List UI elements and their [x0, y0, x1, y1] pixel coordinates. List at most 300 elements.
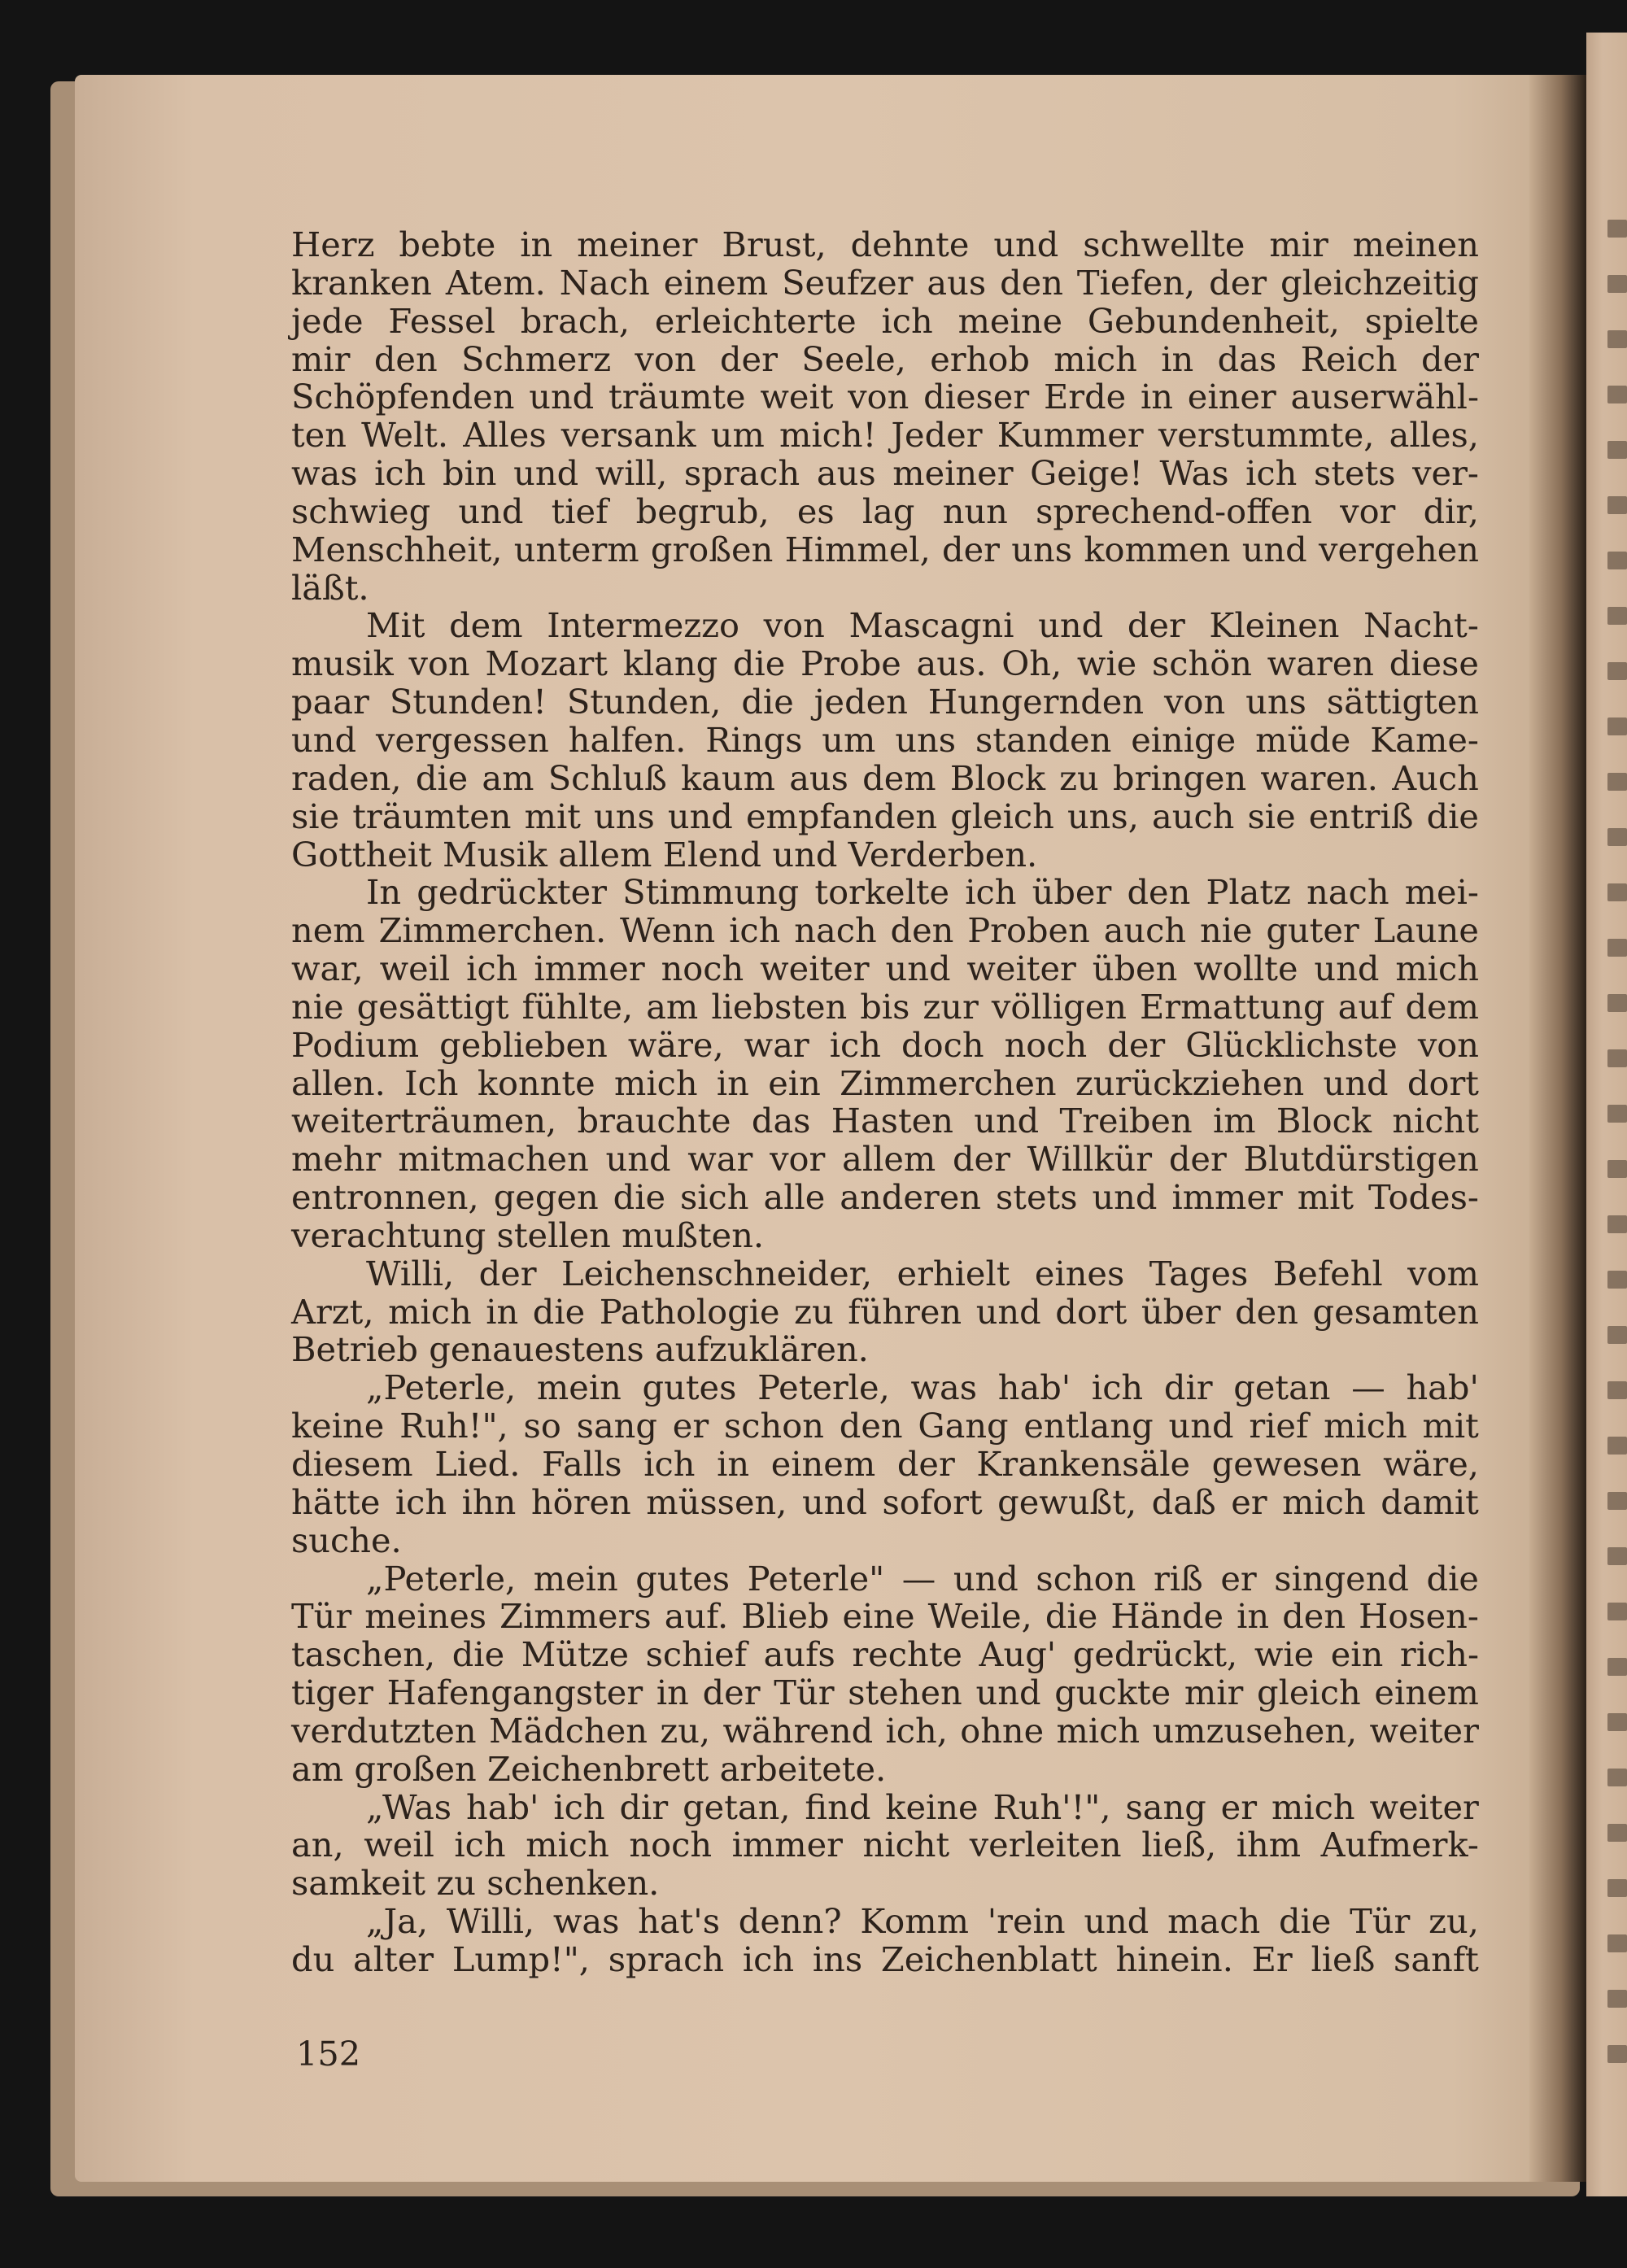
word: Verderben.: [848, 834, 1038, 874]
facing-fragment: [1607, 662, 1627, 680]
word: auserwähl-: [1290, 377, 1479, 417]
word: weit: [760, 377, 834, 417]
word: Stunden!: [389, 682, 547, 722]
text-line: [291, 1255, 1479, 1293]
word: mich: [388, 1291, 472, 1332]
word: mei-: [1404, 872, 1479, 913]
word: Er: [1251, 1939, 1293, 1979]
word: Nacht-: [1363, 605, 1479, 646]
word: Rings: [705, 719, 803, 760]
word: ließ: [1311, 1939, 1376, 1979]
word: das: [1217, 338, 1277, 379]
word: mir: [1184, 1673, 1244, 1713]
word: Lied.: [434, 1444, 521, 1484]
text-line: [291, 683, 1479, 722]
word: großen: [650, 529, 774, 569]
word: „Peterle,: [366, 1558, 517, 1599]
word: spielte: [1364, 300, 1479, 341]
word: meine: [957, 300, 1063, 341]
word: anderen: [840, 1177, 982, 1218]
word: in: [716, 1062, 749, 1103]
word: Aug': [979, 1634, 1057, 1675]
word: die: [1045, 1596, 1098, 1637]
word: auf.: [664, 1596, 729, 1637]
word: Was: [1159, 453, 1229, 494]
word: über: [1032, 872, 1112, 913]
word: bis: [860, 986, 910, 1027]
word: In: [366, 872, 402, 913]
word: mich: [1271, 1786, 1355, 1827]
word: war: [687, 1139, 753, 1180]
word: dir: [619, 1786, 669, 1827]
word: meinen: [1352, 225, 1479, 264]
word: träumten: [352, 796, 512, 836]
word: Glücklichste: [1185, 1024, 1398, 1065]
word: Ruh!",: [399, 1406, 508, 1446]
text-line: [291, 1217, 1479, 1255]
word: und: [513, 453, 579, 494]
word: den: [373, 338, 438, 379]
word: Fessel: [388, 300, 495, 341]
word: von: [763, 605, 825, 646]
word: schon: [1036, 1558, 1136, 1599]
text-line: [291, 1102, 1479, 1141]
word: paar: [291, 682, 369, 722]
word: gutes: [635, 1558, 731, 1599]
word: in: [1237, 1596, 1270, 1637]
word: von: [848, 377, 909, 417]
word: weil: [364, 1825, 434, 1865]
word: und: [1084, 1901, 1149, 1942]
word: kaum: [681, 757, 775, 798]
word: arbeitete.: [719, 1748, 887, 1789]
word: den: [1000, 262, 1063, 303]
facing-fragment: [1607, 220, 1627, 238]
text-line: [291, 226, 1479, 264]
word: der: [1127, 605, 1185, 646]
word: Erde: [1043, 377, 1127, 417]
word: den: [1282, 1596, 1346, 1637]
word: uns: [895, 719, 957, 760]
word: Gottheit: [291, 834, 432, 874]
word: die: [451, 1634, 505, 1675]
word: ohne: [960, 1710, 1045, 1751]
word: gedrückt,: [1072, 1634, 1238, 1675]
word: guckte: [1054, 1673, 1171, 1713]
word: müssen,: [646, 1481, 787, 1522]
word: war,: [291, 949, 364, 989]
facing-fragment: [1607, 1492, 1627, 1510]
text-line: [291, 645, 1479, 683]
text-line: [291, 1024, 1479, 1065]
word: was: [552, 1901, 620, 1942]
word: Schluß: [547, 757, 667, 798]
word: ihm: [1236, 1825, 1302, 1865]
word: und: [1241, 529, 1307, 569]
word: die: [415, 757, 469, 798]
word: den: [839, 1406, 903, 1446]
word: mich: [1324, 1406, 1407, 1446]
word: Betrieb: [291, 1329, 418, 1370]
word: ich: [965, 872, 1017, 913]
word: und: [772, 834, 838, 874]
word: den: [890, 910, 954, 951]
facing-fragment: [1607, 828, 1627, 846]
word: von: [408, 643, 470, 684]
word: hören: [530, 1481, 631, 1522]
word: nicht: [862, 1825, 950, 1865]
word: nie: [291, 986, 344, 1027]
word: Zimmers: [499, 1596, 652, 1637]
word: Zeichenbrett: [487, 1748, 709, 1789]
word: getan,: [683, 1786, 791, 1827]
word: sättigten: [1326, 682, 1479, 722]
word: träumte: [608, 377, 746, 417]
text-line: [291, 1560, 1479, 1599]
word: gesamten: [1312, 1291, 1479, 1332]
word: riß: [1153, 1558, 1203, 1599]
word: sang: [1125, 1786, 1206, 1827]
word: während: [722, 1710, 874, 1751]
facing-fragment: [1607, 1824, 1627, 1842]
word: wollte: [1193, 949, 1298, 989]
word: Willi,: [366, 1253, 455, 1293]
word: fühlte,: [521, 986, 634, 1027]
word: die: [741, 682, 794, 722]
word: daß: [1151, 1481, 1216, 1522]
word: von: [1417, 1024, 1479, 1065]
facing-fragment: [1607, 717, 1627, 735]
text-line: [291, 1179, 1479, 1217]
word: mich: [526, 1825, 609, 1865]
word: Peterle,: [757, 1367, 890, 1408]
word: Lump!",: [451, 1939, 590, 1979]
word: lag: [861, 491, 915, 531]
word: Hasten: [831, 1101, 953, 1141]
text-line: [291, 1293, 1479, 1332]
word: Laune: [1372, 910, 1479, 951]
word: zu: [1059, 757, 1099, 798]
word: ich,: [885, 1710, 948, 1751]
word: dir: [1163, 1367, 1213, 1408]
word: vom: [1407, 1253, 1479, 1293]
page-number: 152: [296, 2034, 361, 2074]
word: Blutdürstigen: [1243, 1139, 1479, 1180]
facing-fragment: [1607, 1547, 1627, 1565]
word: „Was: [366, 1786, 452, 1827]
word: sang: [576, 1406, 657, 1446]
facing-page-text: [1607, 220, 1627, 2100]
word: großen: [354, 1748, 477, 1789]
word: denn?: [738, 1901, 842, 1942]
word: und: [1314, 949, 1380, 989]
word: tief: [551, 491, 608, 531]
word: läßt.: [291, 567, 369, 608]
word: führen: [848, 1291, 962, 1332]
word: Welt.: [361, 415, 449, 456]
facing-fragment: [1607, 1603, 1627, 1620]
word: weiter: [1369, 1786, 1479, 1827]
word: geblieben: [439, 1024, 608, 1065]
facing-fragment: [1607, 1326, 1627, 1344]
word: am: [291, 1748, 344, 1789]
word: nem: [291, 910, 365, 951]
text-line: [291, 719, 1479, 760]
facing-fragment: [1607, 773, 1627, 791]
word: wie: [1076, 643, 1137, 684]
text-line: [291, 1786, 1479, 1827]
word: noch: [629, 1825, 713, 1865]
word: bebte: [399, 225, 496, 264]
word: die: [732, 643, 786, 684]
word: hat's: [638, 1901, 721, 1942]
word: mich!: [779, 415, 877, 456]
word: tiger: [291, 1673, 373, 1713]
text-line: [291, 874, 1479, 912]
word: Platz: [1206, 872, 1291, 913]
text-line: [291, 417, 1479, 455]
word: brauchte: [577, 1101, 731, 1141]
word: dort: [1407, 1062, 1479, 1103]
text-line: [291, 950, 1479, 988]
word: Stimmung: [622, 872, 800, 913]
word: taschen,: [291, 1634, 436, 1675]
word: „Ja,: [366, 1901, 429, 1942]
word: meiner: [892, 453, 1014, 494]
word: sanft: [1394, 1939, 1479, 1979]
word: unterm: [513, 529, 639, 569]
word: wie: [1254, 1634, 1315, 1675]
word: mehr: [291, 1139, 382, 1180]
word: meiner: [577, 225, 698, 264]
word: um: [710, 415, 765, 456]
word: ich: [454, 1825, 506, 1865]
word: hab': [997, 1367, 1071, 1408]
facing-fragment: [1607, 1381, 1627, 1399]
word: stellen: [496, 1215, 611, 1255]
word: Wenn: [620, 910, 716, 951]
word: gleichzeitig: [1280, 262, 1479, 303]
word: Hosen-: [1359, 1596, 1479, 1637]
word: keine: [291, 1406, 385, 1446]
word: mit: [524, 796, 581, 836]
word: rich-: [1399, 1634, 1479, 1675]
word: getan: [1233, 1367, 1331, 1408]
word: immer: [731, 1825, 843, 1865]
word: Tages: [1149, 1253, 1249, 1293]
text-line: [291, 1062, 1479, 1103]
word: sprechend-offen: [1036, 491, 1312, 531]
word: der: [952, 1139, 1010, 1180]
word: jeden: [814, 682, 908, 722]
word: mit: [1297, 1177, 1354, 1218]
word: gedrückter: [417, 872, 607, 913]
word: er: [672, 1406, 709, 1446]
word: Gebundenheit,: [1087, 300, 1340, 341]
text-line: [291, 1407, 1479, 1446]
facing-fragment: [1607, 994, 1627, 1012]
word: Ermattung: [1140, 986, 1325, 1027]
word: Seele,: [801, 338, 906, 379]
word: und: [974, 1101, 1040, 1141]
facing-fragment: [1607, 275, 1627, 293]
word: ich: [374, 453, 426, 494]
word: von: [1164, 682, 1226, 722]
word: Mit: [366, 605, 425, 646]
word: guter: [1266, 910, 1359, 951]
word: eines: [1034, 1253, 1125, 1293]
word: aus: [927, 262, 987, 303]
word: schon: [723, 1406, 824, 1446]
word: auch: [1103, 910, 1187, 951]
word: gleich: [1257, 1673, 1361, 1713]
word: Weile,: [927, 1596, 1032, 1637]
word: der: [1107, 1024, 1166, 1065]
word: ich: [742, 1939, 795, 1979]
word: im: [1213, 1101, 1256, 1141]
word: ich: [553, 1786, 605, 1827]
word: mein: [536, 1367, 622, 1408]
word: was: [291, 453, 358, 494]
word: Jeder: [891, 415, 983, 456]
word: stets: [995, 1177, 1078, 1218]
word: mich: [1282, 1481, 1366, 1522]
word: zu,: [1429, 1901, 1479, 1942]
word: mitmachen: [398, 1139, 589, 1180]
word: konnte: [477, 1062, 595, 1103]
word: der: [702, 1673, 761, 1713]
word: versank: [561, 415, 696, 456]
word: Tür: [291, 1596, 352, 1637]
word: begrub,: [635, 491, 770, 531]
word: dem: [862, 757, 936, 798]
text-line: [291, 1446, 1479, 1484]
word: meines: [364, 1596, 487, 1637]
book-gutter: [1529, 75, 1586, 2182]
word: Mascagni: [848, 605, 1014, 646]
word: nun: [942, 491, 1008, 531]
facing-fragment: [1607, 1215, 1627, 1233]
word: Auch: [1392, 757, 1479, 798]
word: entriß: [1308, 796, 1414, 836]
word: hab': [466, 1786, 539, 1827]
word: klang: [622, 643, 718, 684]
facing-fragment: [1607, 1713, 1627, 1731]
word: gesättigt: [356, 986, 509, 1027]
word: Mozart: [485, 643, 608, 684]
word: Falls: [542, 1444, 622, 1484]
word: erleichterte: [654, 300, 857, 341]
word: einige: [1131, 719, 1237, 760]
word: er: [1220, 1558, 1257, 1599]
word: noch: [661, 949, 744, 989]
word: rechte: [852, 1634, 962, 1675]
word: keine: [885, 1786, 979, 1827]
word: in: [520, 225, 553, 264]
word: schief: [645, 1634, 748, 1675]
word: liebsten: [711, 986, 848, 1027]
word: mir: [1269, 225, 1328, 264]
word: sich: [679, 1177, 749, 1218]
facing-fragment: [1607, 1769, 1627, 1786]
word: und: [1038, 605, 1104, 646]
word: weiter: [1369, 1710, 1479, 1751]
text-line: [291, 1369, 1479, 1407]
word: samkeit: [291, 1863, 426, 1904]
word: ich: [1245, 453, 1298, 494]
word: Geige!: [1030, 453, 1143, 494]
word: Hungernden: [927, 682, 1145, 722]
word: Hafengangster: [386, 1673, 643, 1713]
facing-fragment: [1607, 2045, 1627, 2063]
word: uns: [1011, 529, 1073, 569]
word: alles,: [1389, 415, 1479, 456]
word: und: [458, 491, 524, 531]
word: Alles: [463, 415, 547, 456]
body-text: [291, 226, 1479, 1979]
word: Treiben: [1059, 1101, 1193, 1141]
word: vergehen: [1319, 529, 1479, 569]
word: Arzt,: [291, 1291, 374, 1332]
word: in: [1141, 377, 1174, 417]
word: dem: [449, 605, 523, 646]
word: aus: [816, 453, 876, 494]
word: der: [896, 1444, 955, 1484]
word: mich: [1395, 949, 1479, 989]
text-line: [291, 378, 1479, 417]
word: über: [1141, 1291, 1221, 1332]
word: und: [993, 225, 1059, 264]
word: er: [1231, 1481, 1267, 1522]
word: es: [796, 491, 835, 531]
word: Kame-: [1370, 719, 1479, 760]
word: hinein.: [1115, 1939, 1233, 1979]
word: umzusehen,: [1152, 1710, 1358, 1751]
word: Mütze: [521, 1634, 630, 1675]
word: Kummer: [997, 415, 1144, 456]
word: weiter: [760, 949, 870, 989]
word: vor: [770, 1139, 826, 1180]
word: Befehl: [1272, 1253, 1383, 1293]
word: am: [646, 986, 699, 1027]
word: dir,: [1423, 491, 1479, 531]
word: die: [1426, 1558, 1479, 1599]
word: Kleinen: [1209, 605, 1340, 646]
word: nie: [1199, 910, 1253, 951]
word: Aufmerk-: [1320, 1825, 1479, 1865]
word: Tür: [1350, 1901, 1411, 1942]
word: alter: [353, 1939, 434, 1979]
word: und: [1323, 1062, 1389, 1103]
word: diese: [1389, 643, 1479, 684]
word: vergessen: [375, 719, 549, 760]
text-line: [291, 1748, 1479, 1789]
word: sprach: [608, 1939, 725, 1979]
word: allem: [558, 834, 652, 874]
word: Peterle": [747, 1558, 885, 1599]
word: ich: [1091, 1367, 1144, 1408]
word: Schmerz: [461, 338, 612, 379]
word: Ruh'!",: [992, 1786, 1111, 1827]
word: schwellte: [1083, 225, 1245, 264]
word: und: [1168, 1406, 1234, 1446]
facing-fragment: [1607, 552, 1627, 569]
word: am: [482, 757, 534, 798]
word: Zimmerchen.: [378, 910, 607, 951]
word: und: [605, 1139, 671, 1180]
facing-fragment: [1607, 386, 1627, 403]
word: uns,: [1066, 796, 1139, 836]
